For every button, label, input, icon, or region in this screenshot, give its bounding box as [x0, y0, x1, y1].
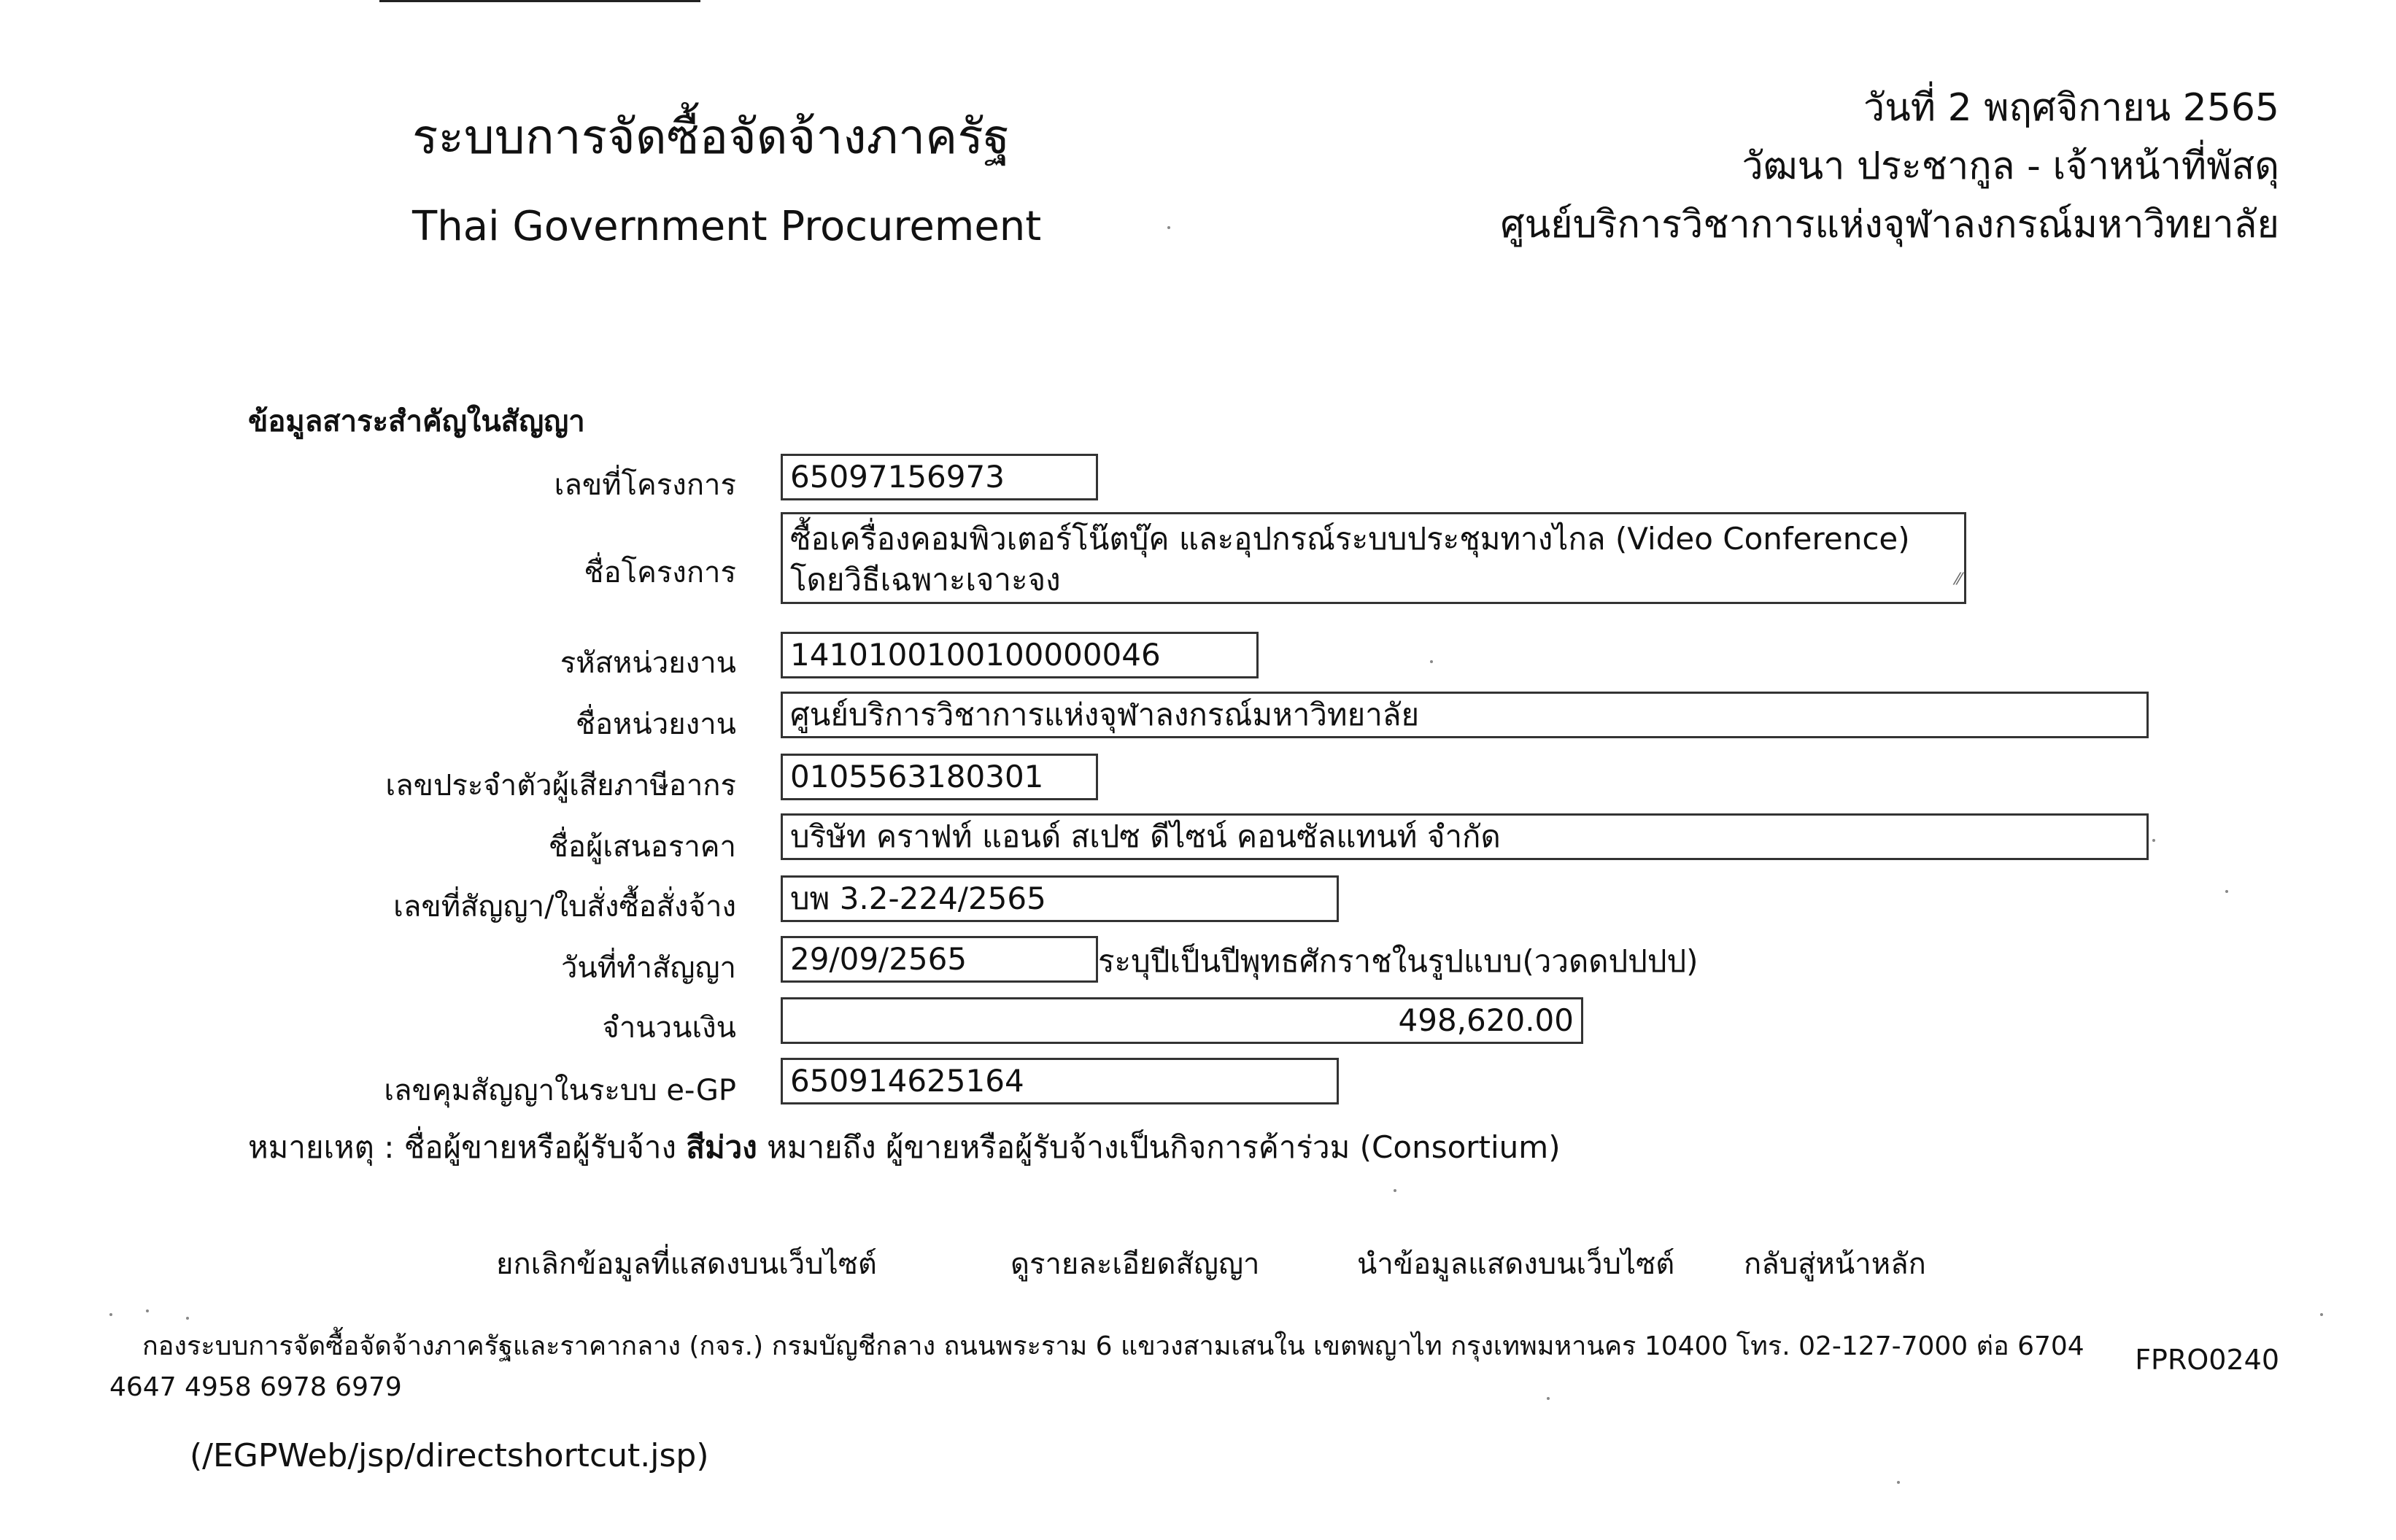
- scan-speck: [2320, 1313, 2323, 1316]
- project-name-text: ซื้อเครื่องคอมพิวเตอร์โน๊ตบุ๊ค และอุปกรณ์ระบบประชุมทางไกล (Video Conference) โดยวิธีเฉพาะเจาะจง: [790, 521, 1910, 597]
- amount-label: จำนวนเงิน: [602, 1011, 736, 1045]
- scan-speck: [146, 1309, 149, 1312]
- egp-control-no-field[interactable]: 650914625164: [781, 1058, 1339, 1104]
- bidder-name-label: ชื่อผู้เสนอราคา: [548, 830, 736, 864]
- project-name-label: ชื่อโครงการ: [584, 556, 736, 589]
- tax-id-field[interactable]: 0105563180301: [781, 754, 1098, 800]
- contract-date-label: วันที่ทำสัญญา: [560, 951, 736, 985]
- project-no-field[interactable]: 65097156973: [781, 454, 1098, 500]
- project-no-label: เลขที่โครงการ: [554, 468, 736, 502]
- amount-field[interactable]: 498,620.00: [781, 997, 1583, 1044]
- project-name-field[interactable]: [781, 512, 1966, 604]
- header-organization: ศูนย์บริการวิชาการแห่งจุฬาลงกรณ์มหาวิทยาลัย: [1500, 203, 2279, 247]
- view-contract-details-link[interactable]: ดูรายละเอียดสัญญา: [1010, 1247, 1260, 1281]
- page-code: FPRO0240: [2135, 1344, 2279, 1376]
- contract-date-hint: ระบุปีเป็นปีพุทธศักราชในรูปแบบ(ววดดปปปป): [1098, 943, 1699, 979]
- agency-code-field[interactable]: 1410100100100000046: [781, 632, 1259, 678]
- scan-speck: [1167, 226, 1170, 229]
- footer-address: กองระบบการจัดซื้อจัดจ้างภาครัฐและราคากลาง (กจร.) กรมบัญชีกลาง ถนนพระราม 6 แขวงสามเสนใน เขตพญาไท กรุงเทพมหานคร 10400 โทร. 02-127-7000 ต่อ 6704 4647 4958 6978 6979: [109, 1331, 2084, 1402]
- contract-date-field[interactable]: 29/09/2565: [781, 936, 1098, 983]
- cancel-display-link[interactable]: ยกเลิกข้อมูลที่แสดงบนเว็บไซต์: [496, 1247, 877, 1281]
- app-title-thai: ระบบการจัดซื้อจัดจ้างภาครัฐ: [412, 109, 1010, 165]
- contract-no-field[interactable]: บพ 3.2-224/2565: [781, 875, 1339, 922]
- note-prefix: หมายเหตุ : ชื่อผู้ขายหรือผู้รับจ้าง: [248, 1129, 687, 1165]
- scan-speck: [186, 1317, 189, 1320]
- shortcut-path: (/EGPWeb/jsp/directshortcut.jsp): [190, 1437, 709, 1474]
- scan-speck: [1430, 660, 1433, 663]
- resize-grip-icon[interactable]: ⁄⁄: [1955, 570, 1961, 589]
- tax-id-label: เลขประจำตัวผู้เสียภาษีอากร: [385, 769, 736, 802]
- app-title-english: Thai Government Procurement: [412, 203, 1042, 250]
- publish-to-website-link[interactable]: นำข้อมูลแสดงบนเว็บไซต์: [1357, 1247, 1675, 1281]
- scan-speck: [1897, 1481, 1900, 1484]
- header-info: [1501, 79, 2279, 254]
- agency-name-field[interactable]: ศูนย์บริการวิชาการแห่งจุฬาลงกรณ์มหาวิทยาลัย: [781, 692, 2149, 738]
- header-user: วัฒนา ประชากูล - เจ้าหน้าที่พัสดุ: [1742, 144, 2279, 188]
- egp-control-no-label: เลขคุมสัญญาในระบบ e-GP: [384, 1074, 736, 1107]
- agency-name-label: ชื่อหน่วยงาน: [575, 708, 736, 741]
- scan-speck: [2225, 890, 2228, 893]
- note-highlight: สีม่วง: [686, 1129, 757, 1165]
- back-to-home-link[interactable]: กลับสู่หน้าหลัก: [1744, 1247, 1926, 1281]
- header-date: วันที่ 2 พฤศจิกายน 2565: [1863, 86, 2279, 130]
- top-rule: [379, 0, 700, 2]
- scan-speck: [1547, 1397, 1550, 1400]
- scan-speck: [109, 1313, 112, 1316]
- contract-no-label: เลขที่สัญญา/ใบสั่งซื้อสั่งจ้าง: [393, 890, 736, 924]
- section-title: ข้อมูลสาระสำคัญในสัญญา: [248, 405, 585, 438]
- scan-speck: [1394, 1189, 1396, 1192]
- bidder-name-field[interactable]: บริษัท คราฟท์ แอนด์ สเปซ ดีไซน์ คอนซัลแทนท์ จำกัด: [781, 813, 2149, 860]
- scan-speck: [2152, 839, 2155, 842]
- agency-code-label: รหัสหน่วยงาน: [560, 646, 736, 680]
- consortium-note: [248, 1123, 1561, 1172]
- note-suffix: หมายถึง ผู้ขายหรือผู้รับจ้างเป็นกิจการค้าร่วม (Consortium): [757, 1129, 1561, 1165]
